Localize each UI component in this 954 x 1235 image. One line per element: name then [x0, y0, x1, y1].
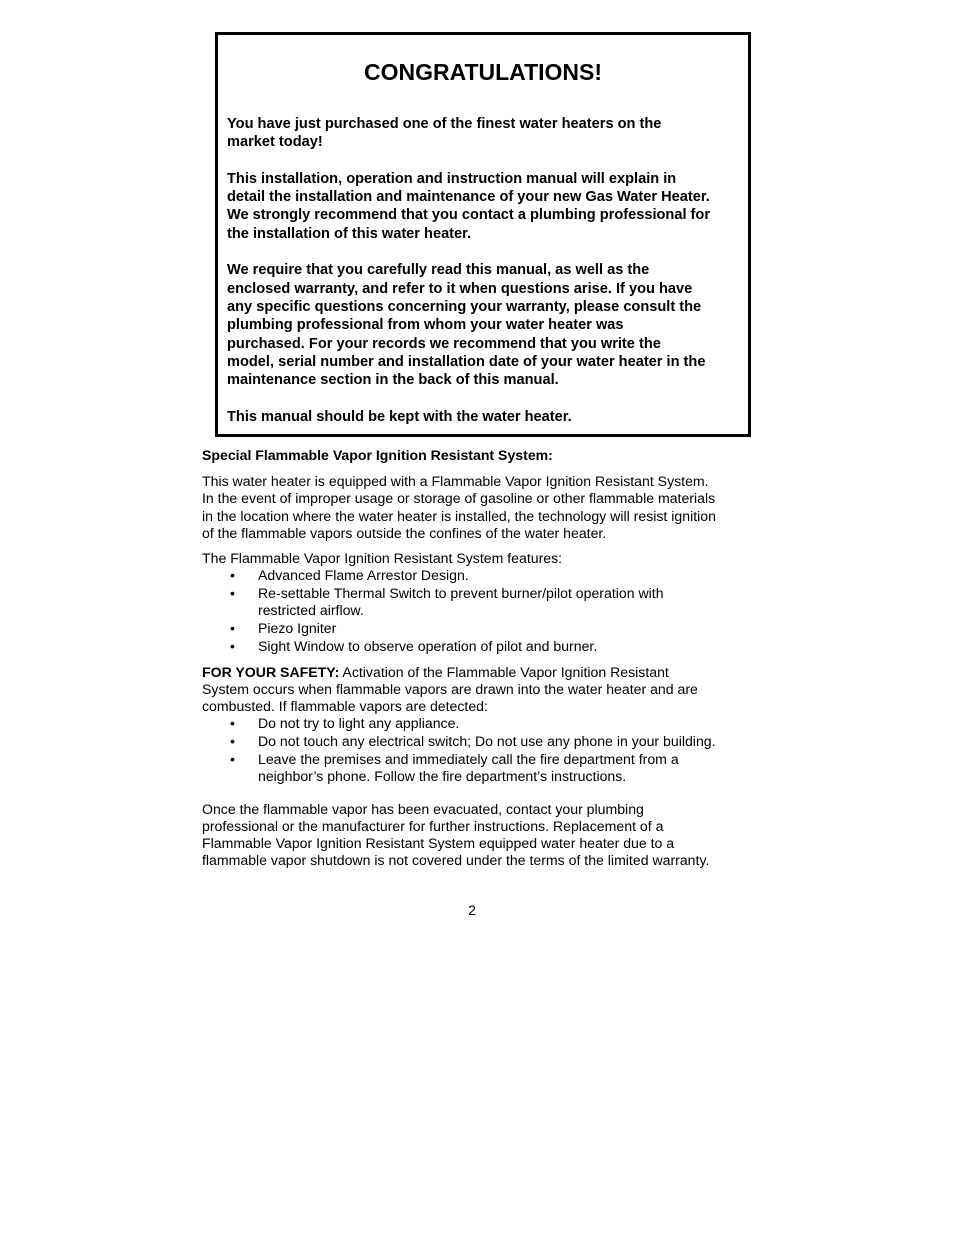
- closing-paragraph: [202, 801, 762, 870]
- text-line: detail the installation and maintenance of your new Gas Water Heater.: [227, 189, 710, 206]
- list-item: [202, 638, 762, 655]
- congratulations-box: [215, 32, 751, 437]
- text-line: Do not touch any electrical switch; Do not use any phone in your building.: [258, 733, 716, 750]
- main-content: [202, 447, 762, 877]
- text-line: any specific questions concerning your warranty, please consult the: [227, 298, 702, 315]
- fvir-section-title: Special Flammable Vapor Ignition Resistant System:: [202, 447, 553, 463]
- box-paragraph-keep: [227, 408, 748, 426]
- text-line: We strongly recommend that you contact a plumbing professional for: [227, 207, 711, 224]
- text-line: This manual should be kept with the water heater.: [227, 408, 572, 425]
- features-intro: The Flammable Vapor Ignition Resistant System features:: [202, 550, 563, 567]
- fvir-intro-paragraph: [202, 473, 762, 542]
- text-line: flammable vapor shutdown is not covered under the terms of the limited warranty.: [202, 852, 710, 869]
- text-line: This installation, operation and instruction manual will explain in: [227, 170, 677, 187]
- features-list: [202, 567, 762, 655]
- list-item: [202, 567, 762, 584]
- text-line: Piezo Igniter: [258, 620, 337, 637]
- text-line: neighbor’s phone. Follow the fire department’s instructions.: [258, 768, 627, 785]
- bullet-icon: •: [230, 585, 235, 602]
- text-line: the installation of this water heater.: [227, 225, 472, 242]
- page-number: 2: [468, 902, 476, 918]
- text-line: Sight Window to observe operation of pilot and burner.: [258, 638, 598, 655]
- text-line: System occurs when flammable vapors are drawn into the water heater and are: [202, 680, 698, 697]
- text-line: You have just purchased one of the finest water heaters on the: [227, 116, 662, 132]
- safety-paragraph: [202, 664, 762, 716]
- text-line: We require that you carefully read this manual, as well as the: [227, 262, 650, 279]
- bullet-icon: •: [230, 733, 235, 750]
- bullet-icon: •: [230, 638, 235, 655]
- text-line: in the location where the water heater is installed, the technology will resist ignition: [202, 507, 716, 524]
- text-line: maintenance section in the back of this manual.: [227, 372, 559, 389]
- bullet-icon: •: [230, 751, 235, 768]
- congratulations-title: CONGRATULATIONS!: [363, 59, 603, 85]
- list-item: [202, 751, 762, 785]
- bullet-icon: •: [230, 715, 235, 732]
- text-line: Advanced Flame Arrestor Design.: [258, 567, 469, 584]
- box-paragraph-warranty: [227, 261, 748, 389]
- safety-list: [202, 715, 762, 785]
- bullet-icon: •: [230, 620, 235, 637]
- list-item: [202, 733, 762, 750]
- text-line: Activation of the Flammable Vapor Ignition Resistant: [339, 663, 669, 680]
- text-line: combusted. If flammable vapors are detected:: [202, 698, 488, 715]
- text-line: plumbing professional from whom your water heater was: [227, 317, 624, 334]
- bullet-icon: •: [230, 567, 235, 584]
- text-line: market today!: [227, 134, 323, 151]
- box-paragraph-purchase: [227, 115, 748, 152]
- text-line: Do not try to light any appliance.: [258, 715, 460, 732]
- text-line: Re-settable Thermal Switch to prevent burner/pilot operation with: [258, 585, 664, 602]
- text-line: Flammable Vapor Ignition Resistant System equipped water heater due to a: [202, 835, 675, 852]
- safety-label: FOR YOUR SAFETY:: [202, 663, 340, 680]
- text-line: model, serial number and installation date of your water heater in the: [227, 353, 706, 370]
- text-line: Leave the premises and immediately call the fire department from a: [258, 751, 679, 768]
- text-line: enclosed warranty, and refer to it when questions arise. If you have: [227, 280, 693, 297]
- list-item: [202, 715, 762, 732]
- text-line: of the flammable vapors outside the confines of the water heater.: [202, 524, 607, 541]
- text-line: Once the flammable vapor has been evacuated, contact your plumbing: [202, 800, 644, 817]
- text-line: In the event of improper usage or storage of gasoline or other flammable materials: [202, 490, 716, 507]
- text-line: professional or the manufacturer for further instructions. Replacement of a: [202, 817, 664, 834]
- list-item: [202, 620, 762, 637]
- text-line: restricted airflow.: [258, 602, 364, 619]
- list-item: [202, 585, 762, 619]
- box-paragraph-manual: [227, 170, 748, 243]
- text-line: purchased. For your records we recommend that you write the: [227, 335, 661, 352]
- text-line: This water heater is equipped with a Flammable Vapor Ignition Resistant System.: [202, 473, 709, 490]
